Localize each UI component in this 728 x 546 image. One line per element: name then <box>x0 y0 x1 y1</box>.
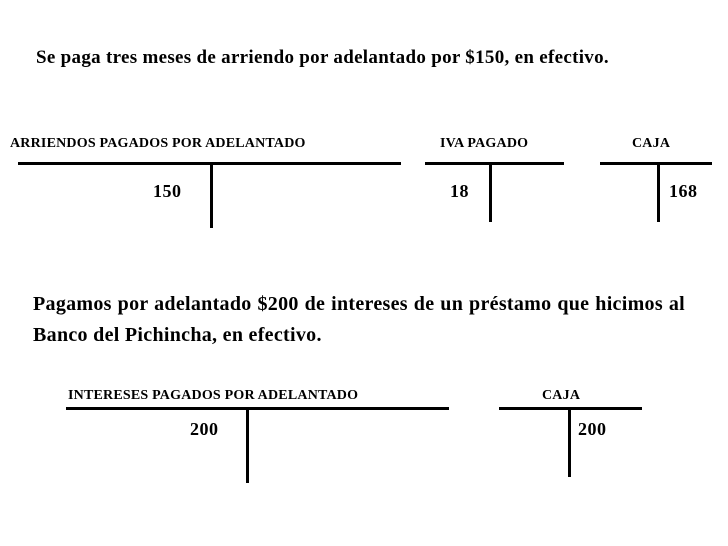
t-account-vertical-line <box>568 407 571 477</box>
t-account-vertical-line <box>657 162 660 222</box>
t-account-vertical-line <box>210 162 213 228</box>
t-account-vertical-line <box>489 162 492 222</box>
t-account-horizontal-line <box>425 162 564 165</box>
t-account-credit-amount: 168 <box>669 181 698 201</box>
t-account-title: CAJA <box>542 388 581 403</box>
t-account-title: CAJA <box>632 136 671 151</box>
entry1-description: Se paga tres meses de arriendo por adelantado por $150, en efectivo. <box>36 47 609 68</box>
t-account-title: IVA PAGADO <box>440 136 529 151</box>
t-account-debit-amount: 18 <box>450 181 469 201</box>
t-account-title: ARRIENDOS PAGADOS POR ADELANTADO <box>10 136 306 151</box>
entry2-description: Pagamos por adelantado $200 de intereses de un préstamo que hicimos al Banco del Pichincha, en efectivo. <box>33 293 685 346</box>
t-account-debit-amount: 200 <box>190 419 219 439</box>
t-account-vertical-line <box>246 407 249 483</box>
t-account-horizontal-line <box>66 407 449 410</box>
t-account-credit-amount: 200 <box>578 419 607 439</box>
t-account-title: INTERESES PAGADOS POR ADELANTADO <box>68 388 359 403</box>
t-account-debit-amount: 150 <box>153 181 182 201</box>
t-account-horizontal-line <box>600 162 712 165</box>
